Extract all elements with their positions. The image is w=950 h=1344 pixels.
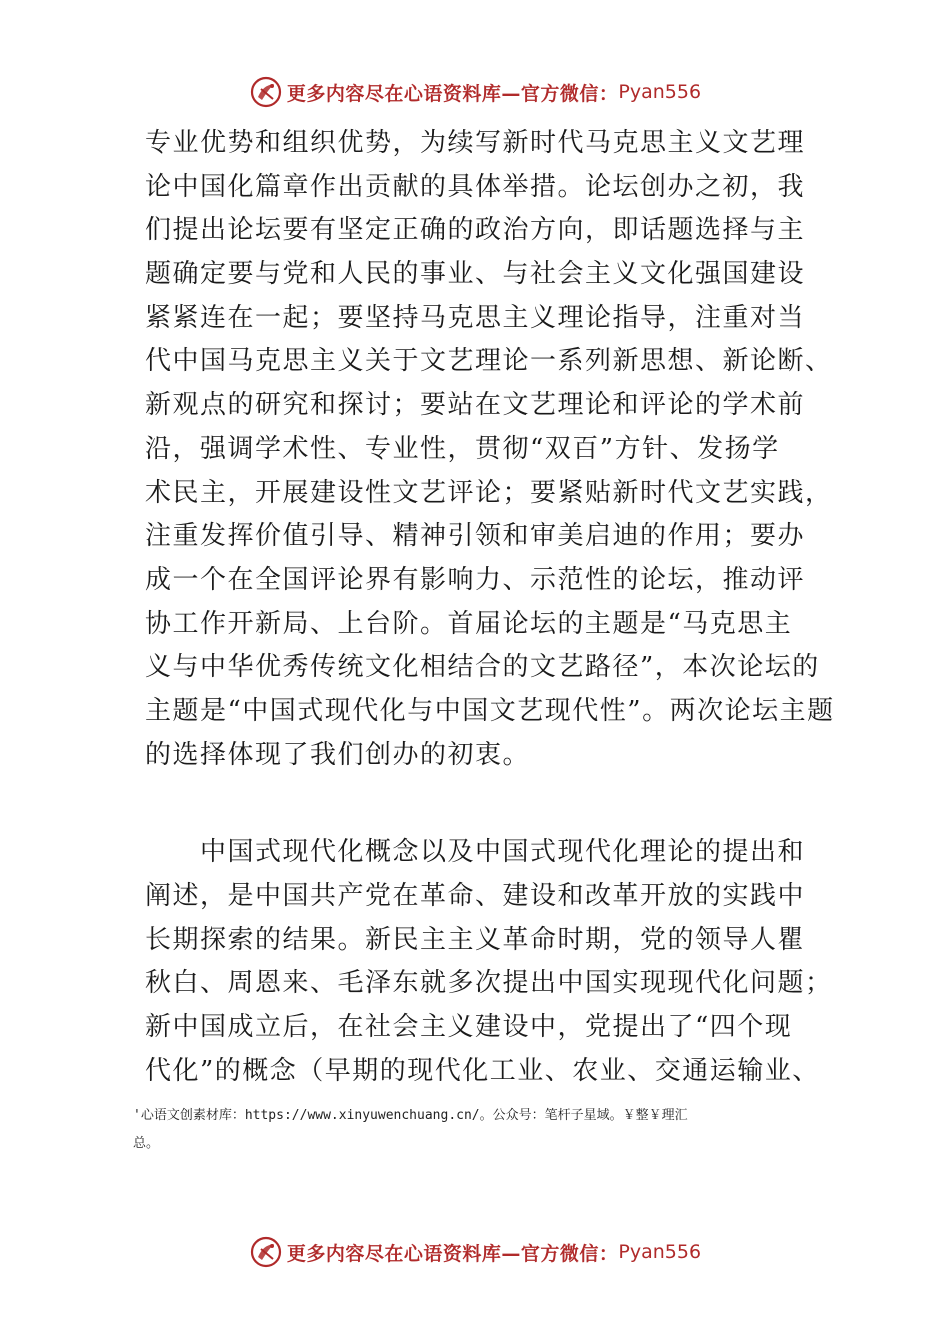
text-line: 代化”的概念（早期的现代化工业、农业、交通运输业、 <box>145 1055 820 1086</box>
text-line: 秋白、周恩来、毛泽东就多次提出中国实现现代化问题； <box>145 968 833 999</box>
text-line: 紧紧连在一起；要坚持马克思主义理论指导，注重对当 <box>145 302 806 333</box>
text-line: 协工作开新局、上台阶。首届论坛的主题是“马克思主 <box>145 608 793 639</box>
text-line: 新观点的研究和探讨；要站在文艺理论和评论的学术前 <box>145 390 806 421</box>
header-banner <box>0 72 950 112</box>
text-line: 专业优势和组织优势，为续写新时代马克思主义文艺理 <box>145 128 806 158</box>
banner-contact: Pyan556 <box>618 1241 702 1263</box>
text-line: 沿，强调学术性、专业性，贯彻“双百”方针、发扬学 <box>145 433 780 464</box>
paragraph <box>145 122 835 777</box>
text-line: 术民主，开展建设性文艺评论；要紧贴新时代文艺实践， <box>145 477 833 508</box>
footnote-line: '心语文创素材库：https://www.xinyuwenchuang.cn/。公众号：笔杆子星域。￥整￥理汇 <box>133 1108 688 1123</box>
paragraph-gap <box>145 777 825 831</box>
text-line: 中国式现代化概念以及中国式现代化理论的提出和 <box>145 837 806 868</box>
text-line: 们提出论坛要有坚定正确的政治方向，即话题选择与主 <box>145 215 806 246</box>
paragraph <box>145 831 833 1093</box>
text-line: 新中国成立后，在社会主义建设中，党提出了“四个现 <box>145 1012 793 1043</box>
text-line: 论中国化篇章作出贡献的具体举措。论坛创办之初，我 <box>145 171 806 202</box>
seal-logo-icon <box>249 75 283 109</box>
banner-text: 更多内容尽在心语资料库—官方微信： <box>286 82 619 105</box>
text-line: 的选择体现了我们创办的初衷。 <box>145 739 531 770</box>
text-line: 成一个在全国评论界有影响力、示范性的论坛，推动评 <box>145 564 806 595</box>
document-body <box>145 122 835 1093</box>
seal-logo-icon <box>249 1235 283 1269</box>
text-line: 阐述，是中国共产党在革命、建设和改革开放的实践中 <box>145 881 806 911</box>
footnote <box>133 1102 843 1158</box>
footnote-line: 总。 <box>133 1136 160 1151</box>
text-line: 长期探索的结果。新民主主义革命时期，党的领导人瞿 <box>145 924 806 955</box>
text-line: 题确定要与党和人民的事业、与社会主义文化强国建设 <box>145 259 806 290</box>
text-line: 代中国马克思主义关于文艺理论一系列新思想、新论断、 <box>145 346 833 377</box>
text-line: 主题是“中国式现代化与中国文艺现代性”。两次论坛主题 <box>145 695 835 726</box>
footer-banner <box>0 1232 950 1272</box>
banner-text: 更多内容尽在心语资料库—官方微信： <box>286 1242 619 1265</box>
text-line: 义与中华优秀传统文化相结合的文艺路径”，本次论坛的 <box>145 652 820 683</box>
text-line: 注重发挥价值引导、精神引领和审美启迪的作用；要办 <box>145 521 806 552</box>
banner-contact: Pyan556 <box>618 81 702 103</box>
